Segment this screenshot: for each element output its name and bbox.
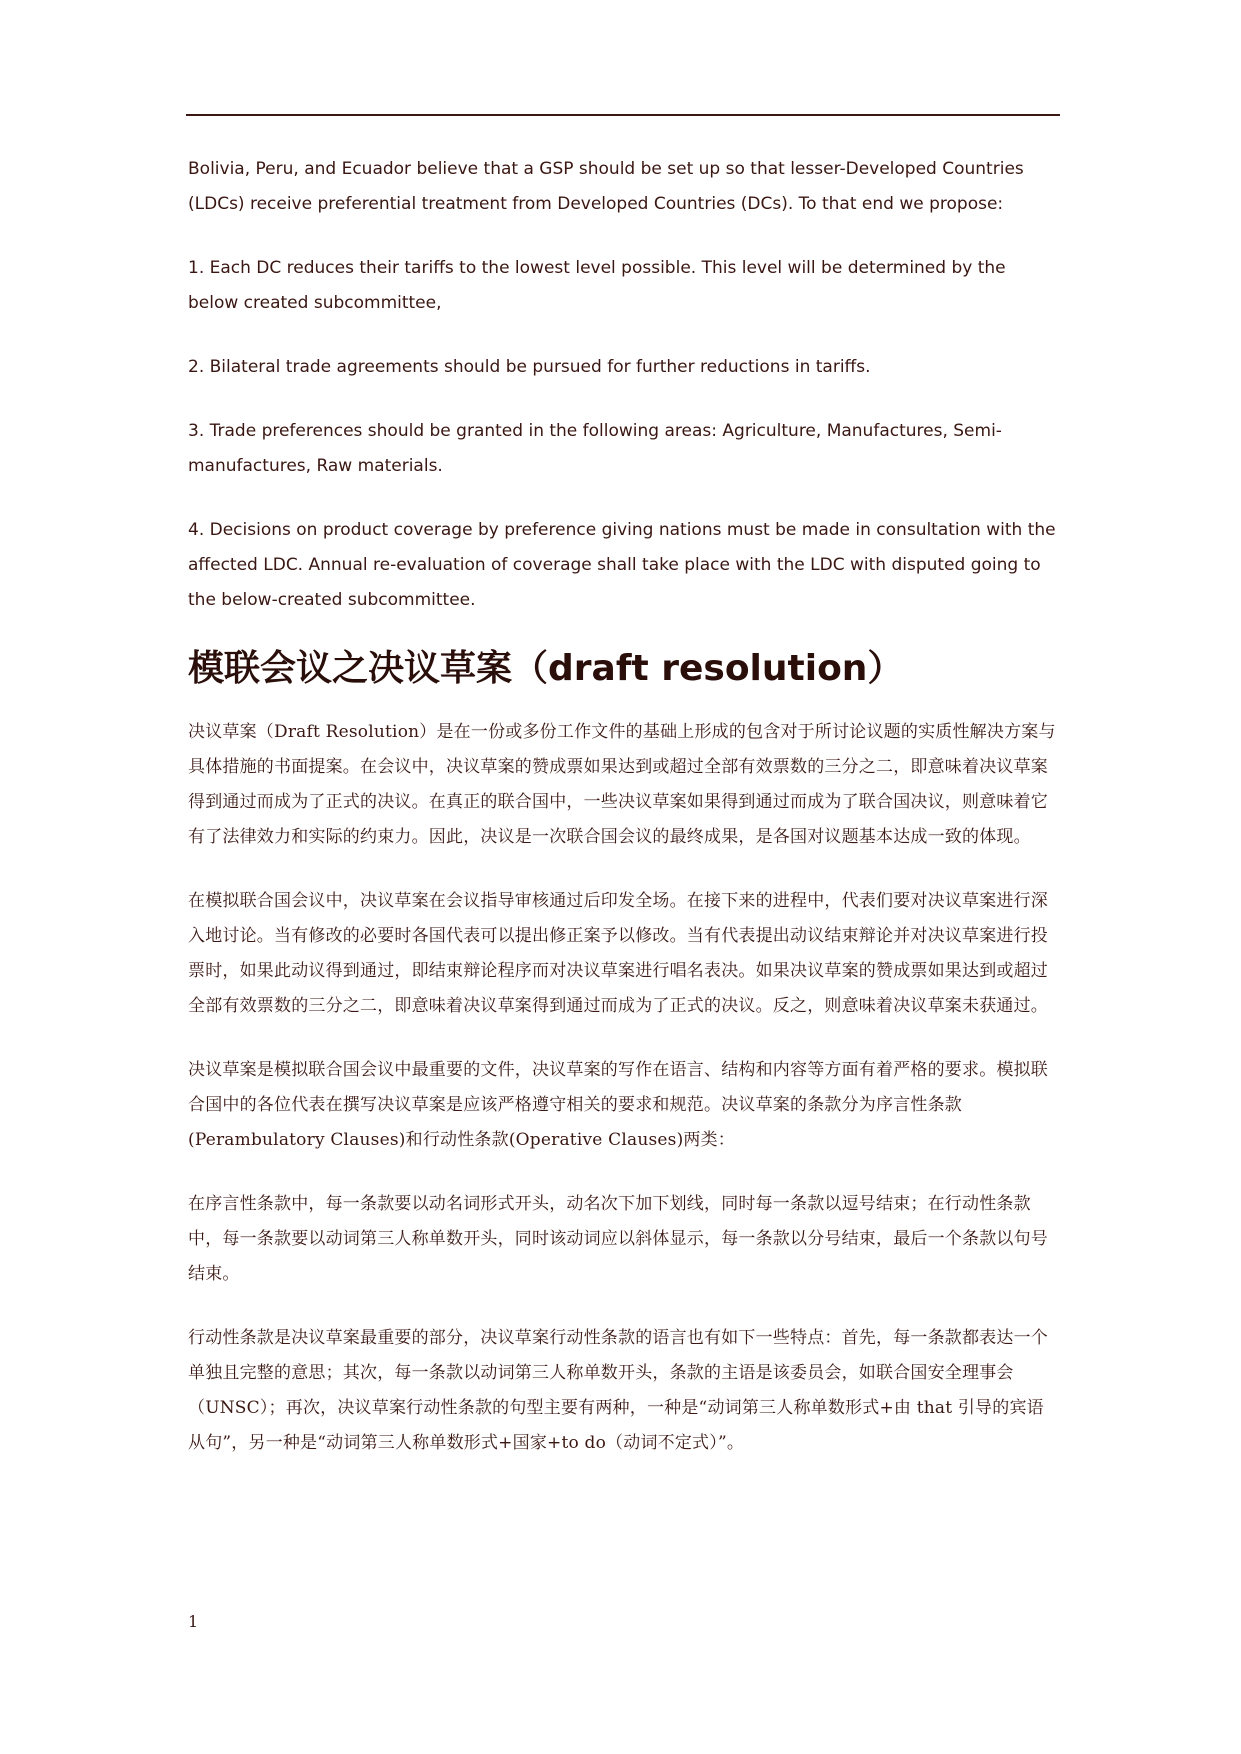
paragraph-definition: 决议草案（Draft Resolution）是在一份或多份工作文件的基础上形成的包含对于所讨论议题的实质性解决方案与具体措施的书面提案。在会议中，决议草案的赞成票如果达到或超过全部有效票数的三分之二，即意味着决议草案得到通过而成为了正式的决议。在真正的联合国中，一些决议草案如果得到通过而成为了联合国决议，则意味着它有了法律效力和实际的约束力。因此，决议是一次联合国会议的最终成果，是各国对议题基本达成一致的体现。 [188, 722, 1056, 847]
paragraph-proposal-2: 2. Bilateral trade agreements should be pursued for further reductions in tariffs. [188, 357, 871, 377]
paragraph-intro: Bolivia, Peru, and Ecuador believe that a GSP should be set up so that lesser-Developed Countries (LDCs) receive preferential treatment from Developed Countries (DCs). To that end we propose: [188, 159, 1024, 214]
paragraph-proposal-4: 4. Decisions on product coverage by preference giving nations must be made in consultation with the affected LDC. Annual re-evaluation of coverage shall take place with the LDC with disputed going to the below-created subcommittee. [188, 520, 1056, 610]
paragraph-procedure: 在模拟联合国会议中，决议草案在会议指导审核通过后印发全场。在接下来的进程中，代表们要对决议草案进行深入地讨论。当有修改的必要时各国代表可以提出修正案予以修改。当有代表提出动议结束辩论并对决议草案进行投票时，如果此动议得到通过，即结束辩论程序而对决议草案进行唱名表决。如果决议草案的赞成票如果达到或超过全部有效票数的三分之二，即意味着决议草案得到通过而成为了正式的决议。反之，则意味着决议草案未获通过。 [188, 891, 1048, 1016]
paragraph-proposal-3: 3. Trade preferences should be granted in the following areas: Agriculture, Manufactures, Semi-manufactures, Raw materials. [188, 421, 1002, 476]
page-number: 1 [188, 1612, 199, 1631]
header-rule [186, 114, 1060, 116]
page-content [188, 152, 1058, 1490]
paragraph-operative-clauses: 行动性条款是决议草案最重要的部分，决议草案行动性条款的语言也有如下一些特点：首先，每一条款都表达一个单独且完整的意思；其次，每一条款以动词第三人称单数开头，条款的主语是该委员会，如联合国安全理事会（UNSC）；再次，决议草案行动性条款的句型主要有两种，一种是“动词第三人称单数形式+由 that 引导的宾语从句”，另一种是“动词第三人称单数形式+国家+to do（动词不定式）”。 [188, 1328, 1048, 1453]
paragraph-clause-types: 决议草案是模拟联合国会议中最重要的文件，决议草案的写作在语言、结构和内容等方面有着严格的要求。模拟联合国中的各位代表在撰写决议草案是应该严格遵守相关的要求和规范。决议草案的条款分为序言性条款(Perambulatory Clauses)和行动性条款(Operative Clauses)两类： [188, 1060, 1048, 1150]
section-heading: 模联会议之决议草案（draft resolution） [188, 648, 904, 689]
paragraph-clause-format: 在序言性条款中，每一条款要以动名词形式开头，动名次下加下划线，同时每一条款以逗号结束；在行动性条款中，每一条款要以动词第三人称单数开头，同时该动词应以斜体显示，每一条款以分号结束，最后一个条款以句号结束。 [188, 1194, 1048, 1284]
paragraph-proposal-1: 1. Each DC reduces their tariffs to the lowest level possible. This level will be determined by the below created subcommittee, [188, 258, 1006, 313]
